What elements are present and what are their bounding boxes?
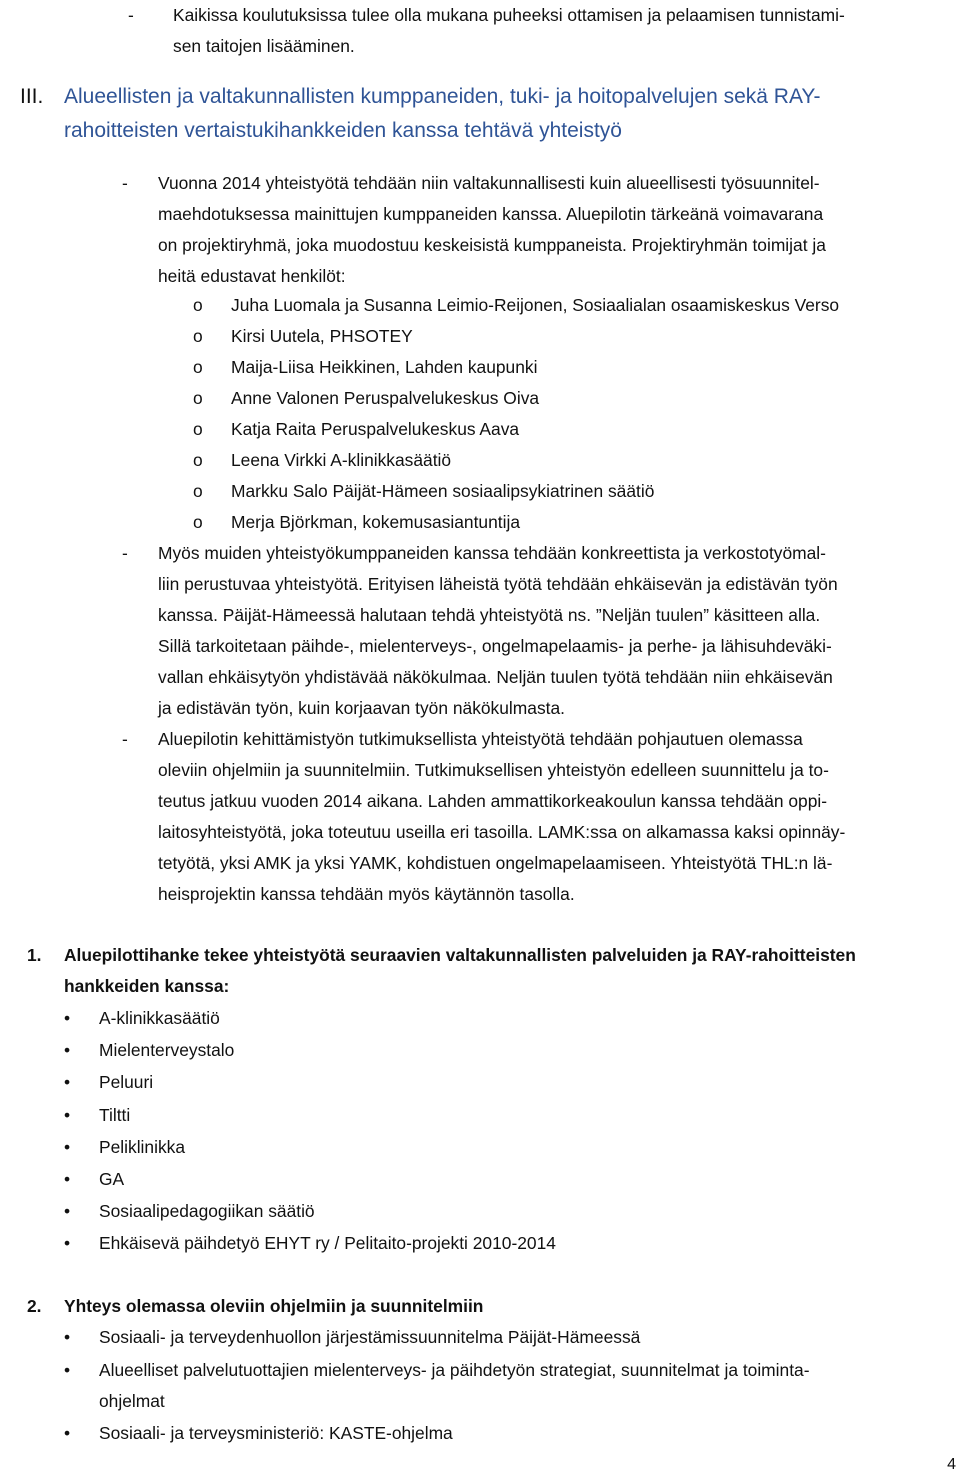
bullet-icon: • [64, 1168, 71, 1189]
list-item: Peluuri [99, 1072, 154, 1093]
list1-number: 1. [27, 945, 42, 965]
list1-bullets [64, 1003, 70, 1261]
bullet-icon: • [64, 1136, 71, 1157]
list-item: Anne Valonen Peruspalvelukeskus Oiva [231, 388, 540, 408]
member-list [231, 290, 839, 538]
list-item: Juha Luomala ja Susanna Leimio-Reijonen, Sosiaalialan osaamiskeskus Verso [231, 295, 840, 315]
bullet-icon: • [64, 1327, 71, 1347]
list1-heading: Aluepilottihanke tekee yhteistyötä seuraavien valtakunnallisten palveluiden ja RAY-rahoitteisten hankkeiden kanssa: [64, 945, 856, 996]
bullet-icon: • [64, 1423, 71, 1443]
list-item: Mielenterveystalo [99, 1040, 235, 1061]
intro-text: Kaikissa koulutuksissa tulee olla mukana puheeksi ottamisen ja pelaamisen tunnistami- sen taitojen lisääminen. [173, 5, 845, 56]
list1-items [99, 1003, 556, 1261]
list-item: Tiltti [99, 1104, 131, 1125]
para1-dash: - [122, 173, 128, 193]
list-item: Sosiaalipedagogiikan säätiö [99, 1201, 315, 1222]
para3-dash: - [122, 729, 128, 749]
list-item: Ehkäisevä päihdetyö EHYT ry / Pelitaito-projekti 2010-2014 [99, 1233, 556, 1254]
list2-heading: Yhteys olemassa oleviin ohjelmiin ja suunnitelmiin [64, 1296, 484, 1316]
list-item: Leena Virkki A-klinikkasäätiö [231, 450, 452, 470]
list-item: Markku Salo Päijät-Hämeen sosiaalipsykiatrinen säätiö [231, 481, 655, 501]
list2-number: 2. [27, 1296, 42, 1316]
member-markers: o o o o o o o o [193, 295, 203, 532]
list-item: Merja Björkman, kokemusasiantuntija [231, 512, 521, 532]
bullet-icon: • [64, 1072, 71, 1093]
para2-text: Myös muiden yhteistyökumppaneiden kanssa tehdään konkreettista ja verkostotyömal- liin perustuvaa yhteistyötä. Erityisen läheistä työtä tehdään ehkäisevän ja edistävän työn kanssa. Päijät-Hämeessä halutaan tehdä yhteistyötä ns. ”Neljän tuulen” käsitteen alla. Sillä tarkoitetaan päihde-, mielenterveys-, ongelmapelaamis- ja perhe- ja lähisuhdeväki- vallan ehkäisytyön yhdistävää näkökulmaa. Neljän tuulen työtä tehdään niin ehkäisevän ja edistävän työn, kuin korjaavan työn näkökulmasta. [158, 543, 838, 718]
list-item: Sosiaali- ja terveysministeriö: KASTE-ohjelma [99, 1423, 453, 1443]
bullet-icon: • [64, 1201, 71, 1222]
section-heading: Alueellisten ja valtakunnallisten kumppaneiden, tuki- ja hoitopalvelujen sekä RAY- rahoitteisten vertaistukihankkeiden kanssa tehtävä yhteistyö [64, 85, 821, 142]
list-item: GA [99, 1168, 125, 1189]
para2-dash: - [122, 543, 128, 563]
list-item: Kirsi Uutela, PHSOTEY [231, 326, 413, 346]
bullet-icon: • [64, 1360, 71, 1380]
para1-text: Vuonna 2014 yhteistyötä tehdään niin valtakunnallisesti kuin alueellisesti työsuunnitel- maehdotuksessa mainittujen kumppaneiden kanssa. Aluepilotin tärkeänä voimavarana on projektiryhmä, joka muodostuu keskeisistä kumppaneista. Projektiryhmän toimijat ja heitä edustavat henkilöt: [158, 173, 826, 286]
list-item: A-klinikkasäätiö [99, 1008, 220, 1028]
bullet-icon: • [64, 1233, 71, 1254]
section-numeral: III. [20, 85, 44, 108]
bullet-icon: • [64, 1040, 71, 1061]
list-item: Sosiaali- ja terveydenhuollon järjestämissuunnitelma Päijät-Hämeessä [99, 1327, 641, 1347]
list-item: Peliklinikka [99, 1136, 186, 1157]
bullet-icon: • [64, 1104, 71, 1125]
page-number: 4 [947, 1456, 956, 1473]
list-item: Alueelliset palvelutuottajien mielenterveys- ja päihdetyön strategiat, suunnitelmat ja toiminta- ohjelmat [99, 1360, 810, 1411]
list-item: Katja Raita Peruspalvelukeskus Aava [231, 419, 520, 439]
list-item: Maija-Liisa Heikkinen, Lahden kaupunki [231, 357, 538, 377]
para3-text: Aluepilotin kehittämistyön tutkimuksellista yhteistyötä tehdään pohjautuen olemassa oleviin ohjelmiin ja suunnitelmiin. Tutkimuksellisen yhteistyön edelleen suunnittelu ja to- teutus jatkuu vuoden 2014 aikana. Lahden ammattikorkeakoulun kanssa tehdään oppi- laitosyhteistyötä, joka toteutuu useilla eri tasoilla. LAMK:ssa on alkamassa kaksi opinnäy- tetyötä, yksi AMK ja yksi YAMK, kohdistuen ongelmapelaamiseen. Yhteistyötä THL:n lä- heisprojektin kanssa tehdään myös käytännön tasolla. [158, 729, 846, 904]
bullet-icon: • [64, 1008, 71, 1028]
intro-dash: - [128, 5, 134, 25]
